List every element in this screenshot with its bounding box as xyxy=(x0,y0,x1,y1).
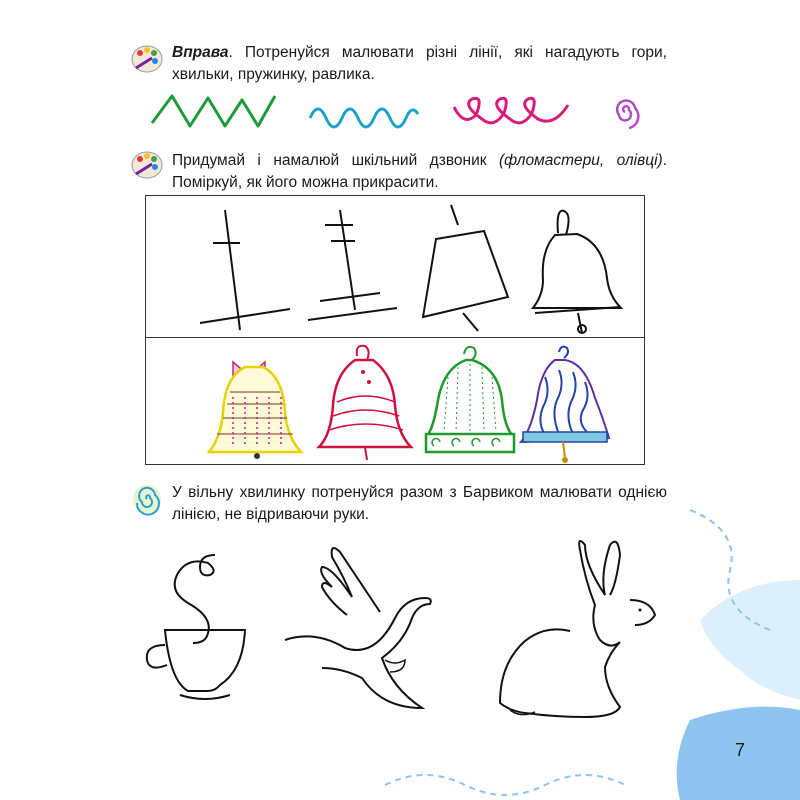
zigzag-line xyxy=(150,88,285,133)
dove-drawing xyxy=(280,540,430,710)
blue-dashed-line xyxy=(380,755,680,800)
decorated-bell-blue xyxy=(515,342,615,467)
bell-step-4 xyxy=(530,205,630,335)
bell-step-2 xyxy=(305,205,405,335)
teacup-drawing xyxy=(140,545,260,720)
palette-icon xyxy=(130,148,164,182)
task2-materials: (фломастери, олівці) xyxy=(498,152,663,169)
decorated-bell-red xyxy=(315,342,415,462)
spiral-icon xyxy=(130,482,164,516)
task1-body: . Потренуйся малювати різні лінії, які нагадують гори, хвильки, пружинку, равлика. xyxy=(172,44,667,83)
decorated-bell-yellow xyxy=(205,342,305,462)
page-number: 7 xyxy=(735,740,746,760)
bell-step-1 xyxy=(195,205,295,335)
decorated-bell-green xyxy=(420,342,520,462)
task1-label: Вправа xyxy=(172,44,229,61)
task3-text: У вільну хвилинку потренуйся разом з Барвиком малювати однією лінією, не відриваючи руки. xyxy=(172,484,667,523)
bell-step-3 xyxy=(418,205,518,335)
task1-text xyxy=(172,42,667,86)
task2-text xyxy=(172,150,667,194)
wave-line xyxy=(308,100,418,135)
spiral-line xyxy=(605,92,645,132)
grid-divider xyxy=(146,337,644,338)
task2-body-start: Придумай і намалюй шкільний дзвоник xyxy=(172,152,499,169)
task2-body-end: . Поміркуй, як його можна прикрасити. xyxy=(172,152,667,191)
palette-icon xyxy=(130,42,164,76)
spring-line xyxy=(452,92,572,137)
